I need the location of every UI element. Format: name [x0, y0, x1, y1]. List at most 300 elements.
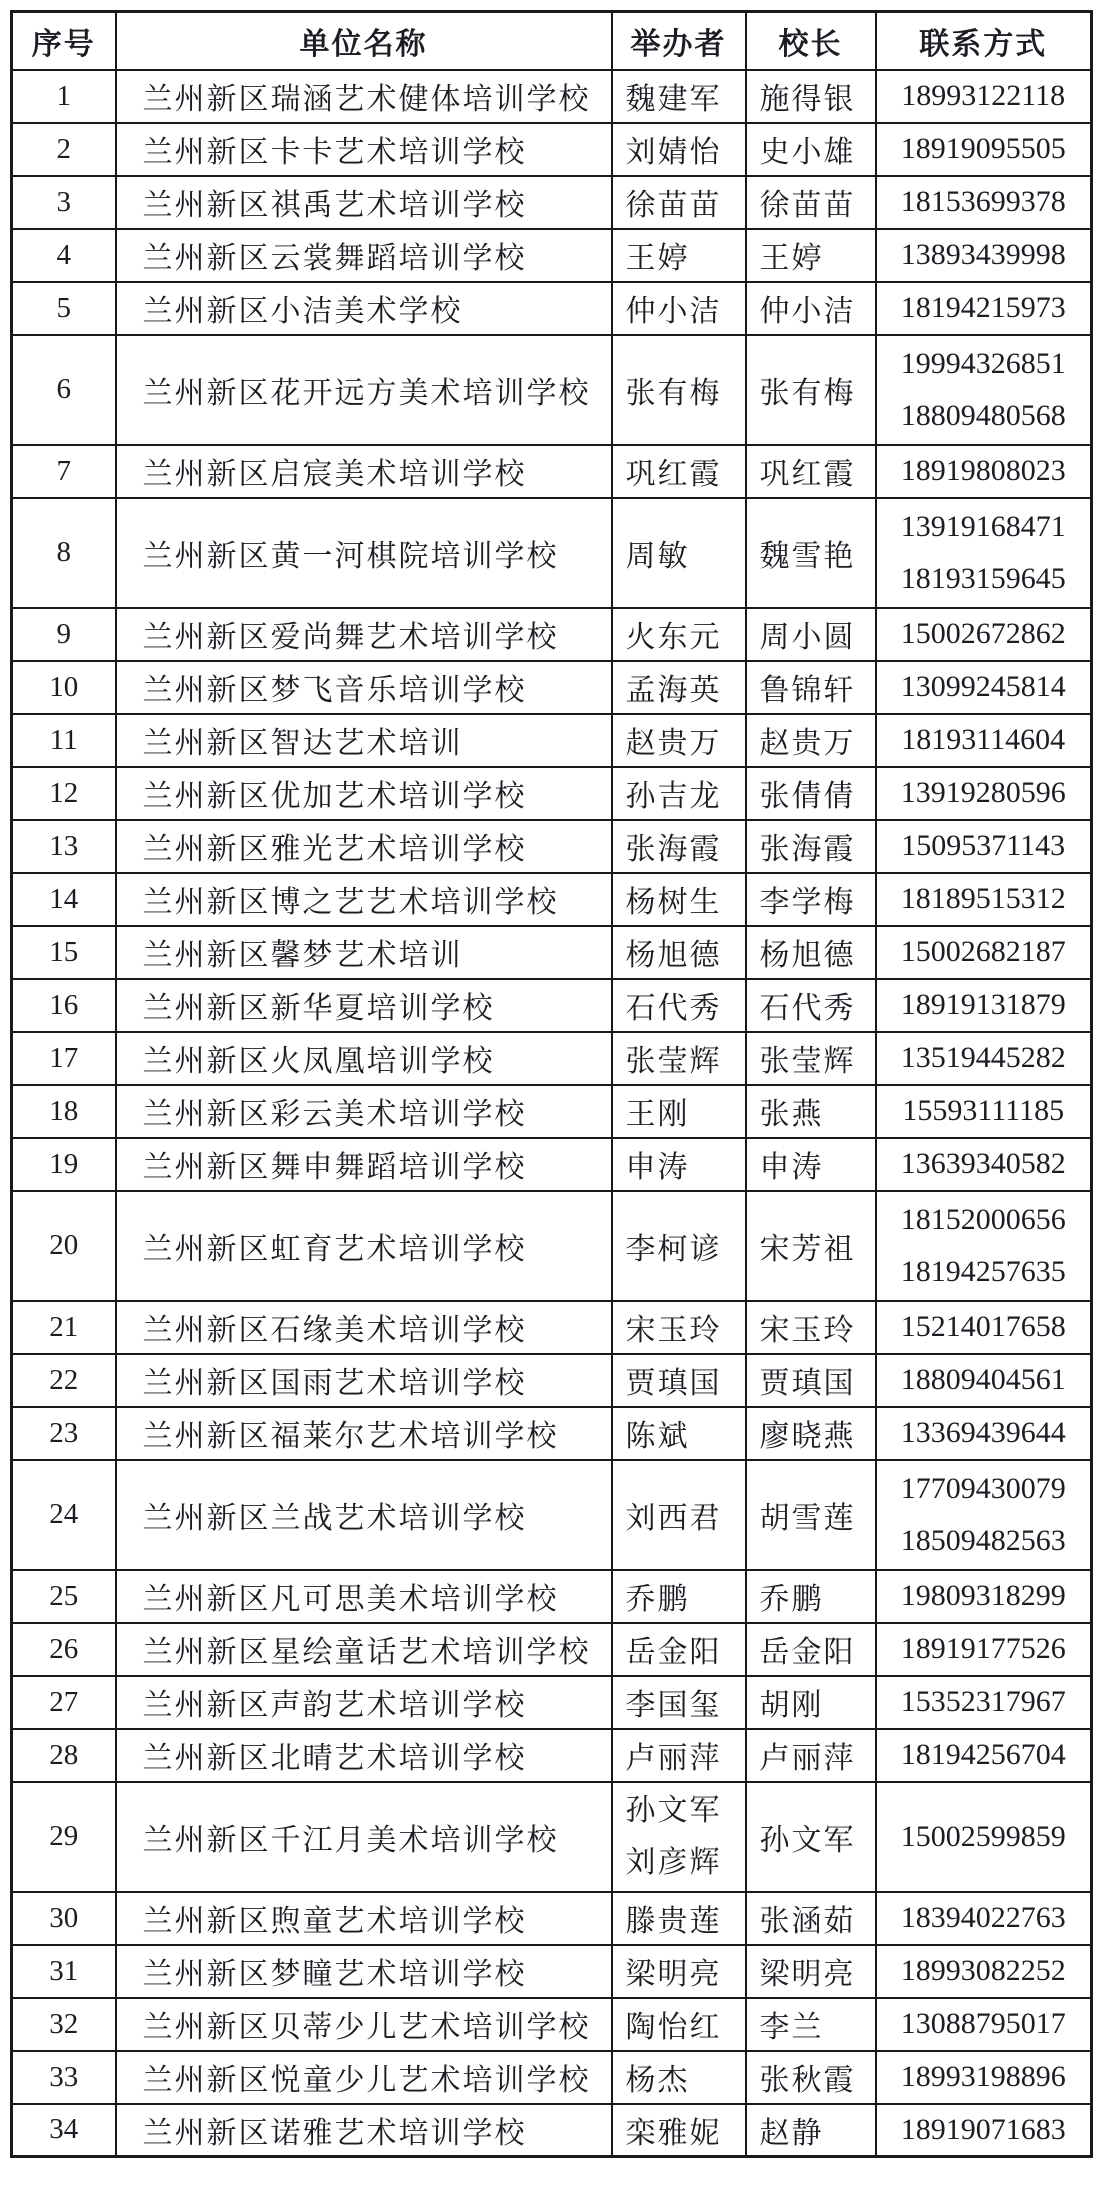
table-row	[12, 1085, 1092, 1138]
principal-cell	[746, 1138, 876, 1191]
organizer-cell	[612, 1729, 746, 1782]
school-name-cell	[116, 1460, 612, 1570]
school-name-cell-text: 兰州新区爱尚舞艺术培训学校	[142, 621, 559, 654]
row-number-cell-text: 26	[49, 1632, 79, 1665]
principal-cell-text: 徐苗苗	[759, 189, 856, 222]
table-row	[12, 1570, 1092, 1623]
phone-cell	[876, 873, 1092, 926]
phone-cell	[876, 926, 1092, 979]
school-name-cell	[116, 767, 612, 820]
row-number-cell-text: 31	[49, 1954, 79, 1987]
phone-cell	[876, 1085, 1092, 1138]
school-name-cell-text: 兰州新区兰战艺术培训学校	[142, 1501, 527, 1535]
organizer-cell	[612, 1945, 746, 1998]
row-number-cell	[12, 1354, 116, 1407]
organizer-cell-text: 李柯谚	[625, 1232, 722, 1266]
principal-cell-text: 王婷	[759, 242, 824, 275]
row-number-cell	[12, 661, 116, 714]
school-name-cell	[116, 1354, 612, 1407]
principal-cell	[746, 70, 876, 123]
phone-cell-text: 15002672862	[900, 617, 1066, 650]
table-row	[12, 1998, 1092, 2051]
table-row	[12, 1782, 1092, 1892]
row-number-cell-text: 11	[49, 723, 78, 756]
table-row	[12, 1892, 1092, 1945]
phone-cell-text: 15002599859	[900, 1819, 1066, 1853]
principal-cell-text: 杨旭德	[759, 939, 856, 972]
school-name-cell-text: 兰州新区千江月美术培训学校	[142, 1823, 559, 1857]
principal-cell-text: 申涛	[759, 1151, 824, 1184]
phone-cell	[876, 282, 1092, 335]
phone-cell-text: 13919168471	[900, 509, 1066, 543]
school-name-cell-text: 兰州新区梦飞音乐培训学校	[142, 674, 527, 707]
organizer-cell	[612, 335, 746, 445]
principal-cell	[746, 498, 876, 608]
row-number-cell-text: 21	[49, 1310, 79, 1343]
principal-cell	[746, 1460, 876, 1570]
principal-cell	[746, 2051, 876, 2104]
principal-cell-text: 胡雪莲	[759, 1501, 856, 1535]
header-contact: 联系方式	[876, 12, 1092, 70]
row-number-cell	[12, 1892, 116, 1945]
table-row	[12, 1945, 1092, 1998]
table-row	[12, 498, 1092, 608]
phone-cell-text: 15214017658	[900, 1310, 1066, 1343]
school-name-cell-text: 兰州新区贝蒂少儿艺术培训学校	[142, 2011, 591, 2044]
phone-cell-text: 18919177526	[900, 1632, 1066, 1665]
school-name-cell	[116, 1729, 612, 1782]
organizer-cell-text: 石代秀	[625, 992, 722, 1025]
principal-cell	[746, 123, 876, 176]
principal-cell-text: 宋玉玲	[759, 1314, 856, 1347]
school-name-cell-text: 兰州新区梦瞳艺术培训学校	[142, 1958, 527, 1991]
school-name-cell-text: 兰州新区馨梦艺术培训	[142, 939, 463, 972]
principal-cell-text: 岳金阳	[759, 1636, 856, 1669]
row-number-cell	[12, 282, 116, 335]
organizer-cell-text: 王刚	[625, 1098, 690, 1131]
row-number-cell-text: 6	[56, 373, 71, 405]
school-name-cell-text: 兰州新区声韵艺术培训学校	[142, 1689, 527, 1722]
organizer-cell	[612, 767, 746, 820]
row-number-cell	[12, 767, 116, 820]
school-name-cell	[116, 335, 612, 445]
phone-cell	[876, 1729, 1092, 1782]
organizer-cell-text: 徐苗苗	[625, 189, 722, 222]
organizer-cell	[612, 608, 746, 661]
school-name-cell-text: 兰州新区瑞涵艺术健体培训学校	[142, 83, 591, 116]
phone-cell-text: 18809480568	[900, 398, 1066, 432]
row-number-cell	[12, 2104, 116, 2157]
table-row	[12, 1407, 1092, 1460]
organizer-cell	[612, 1892, 746, 1945]
principal-cell-text: 卢丽萍	[759, 1742, 856, 1775]
table-row	[12, 2051, 1092, 2104]
row-number-cell-text: 15	[49, 935, 79, 968]
principal-cell	[746, 176, 876, 229]
row-number-cell-text: 22	[49, 1363, 79, 1396]
table-row	[12, 445, 1092, 498]
principal-cell-text: 魏雪艳	[759, 539, 856, 573]
principal-cell-text: 鲁锦轩	[759, 674, 856, 707]
phone-cell	[876, 714, 1092, 767]
table-row	[12, 820, 1092, 873]
phone-cell-text: 18394022763	[900, 1901, 1066, 1934]
school-name-cell	[116, 1085, 612, 1138]
school-name-cell	[116, 820, 612, 873]
table-row	[12, 282, 1092, 335]
phone-cell-text: 18153699378	[900, 185, 1066, 218]
phone-cell-text: 15002682187	[900, 935, 1066, 968]
row-number-cell	[12, 979, 116, 1032]
row-number-cell	[12, 335, 116, 445]
principal-cell	[746, 714, 876, 767]
row-number-cell-text: 32	[49, 2007, 79, 2040]
row-number-cell-text: 30	[49, 1901, 79, 1934]
phone-cell-text: 18993082252	[900, 1954, 1066, 1987]
organizer-cell	[612, 229, 746, 282]
organizer-cell	[612, 873, 746, 926]
table-row	[12, 979, 1092, 1032]
row-number-cell-text: 23	[49, 1416, 79, 1449]
principal-cell	[746, 445, 876, 498]
table-row	[12, 714, 1092, 767]
organizer-cell	[612, 1354, 746, 1407]
school-name-cell	[116, 714, 612, 767]
organizer-cell	[612, 1676, 746, 1729]
row-number-cell-text: 18	[49, 1094, 79, 1127]
row-number-cell-text: 2	[56, 132, 71, 165]
organizer-cell	[612, 1782, 746, 1892]
school-name-cell	[116, 1032, 612, 1085]
principal-cell	[746, 1032, 876, 1085]
phone-cell	[876, 608, 1092, 661]
row-number-cell-text: 24	[49, 1498, 79, 1530]
principal-cell-text: 胡刚	[759, 1689, 824, 1722]
principal-cell-text: 廖晓燕	[759, 1420, 856, 1453]
principal-cell	[746, 1570, 876, 1623]
school-name-cell	[116, 1623, 612, 1676]
organizer-cell	[612, 714, 746, 767]
principal-cell	[746, 2104, 876, 2157]
header-principal: 校长	[746, 12, 876, 70]
phone-cell-text: 18509482563	[900, 1523, 1066, 1557]
phone-cell	[876, 1032, 1092, 1085]
school-name-cell-text: 兰州新区星绘童话艺术培训学校	[142, 1636, 591, 1669]
phone-cell	[876, 498, 1092, 608]
phone-cell	[876, 979, 1092, 1032]
row-number-cell-text: 20	[49, 1229, 79, 1261]
school-name-cell-text: 兰州新区福莱尔艺术培训学校	[142, 1420, 559, 1453]
organizer-cell	[612, 1570, 746, 1623]
organizer-cell	[612, 2104, 746, 2157]
school-name-cell-text: 兰州新区智达艺术培训	[142, 727, 463, 760]
table-row	[12, 767, 1092, 820]
phone-cell	[876, 176, 1092, 229]
principal-cell-text: 仲小洁	[759, 295, 856, 328]
principal-cell-text: 施得银	[759, 83, 856, 116]
row-number-cell-text: 25	[49, 1579, 79, 1612]
organizer-cell-text: 申涛	[625, 1151, 690, 1184]
row-number-cell	[12, 1676, 116, 1729]
principal-cell	[746, 1945, 876, 1998]
school-name-cell	[116, 229, 612, 282]
phone-cell	[876, 1460, 1092, 1570]
table-row	[12, 1354, 1092, 1407]
phone-cell-text: 18193159645	[900, 561, 1066, 595]
principal-cell	[746, 1085, 876, 1138]
principal-cell-text: 贾瑱国	[759, 1367, 856, 1400]
row-number-cell-text: 27	[49, 1685, 79, 1718]
header-organizer: 举办者	[612, 12, 746, 70]
school-name-cell-text: 兰州新区火凤凰培训学校	[142, 1045, 495, 1078]
organizer-cell-text: 陈斌	[625, 1420, 690, 1453]
school-name-cell-text: 兰州新区小洁美术学校	[142, 295, 463, 328]
organizer-cell	[612, 498, 746, 608]
organizer-cell	[612, 661, 746, 714]
organizer-cell	[612, 176, 746, 229]
row-number-cell	[12, 445, 116, 498]
phone-cell	[876, 1191, 1092, 1301]
principal-cell	[746, 1892, 876, 1945]
row-number-cell-text: 3	[56, 185, 71, 218]
principal-cell	[746, 1407, 876, 1460]
organizer-cell	[612, 123, 746, 176]
organizer-cell-text: 张有梅	[625, 376, 722, 410]
row-number-cell	[12, 1085, 116, 1138]
school-name-cell	[116, 979, 612, 1032]
school-name-cell	[116, 1191, 612, 1301]
school-name-cell-text: 兰州新区雅光艺术培训学校	[142, 833, 527, 866]
principal-cell-text: 张莹辉	[759, 1045, 856, 1078]
principal-cell	[746, 335, 876, 445]
principal-cell-text: 张涵茹	[759, 1905, 856, 1938]
organizer-cell	[612, 70, 746, 123]
principal-cell-text: 赵静	[759, 2116, 824, 2150]
principal-cell	[746, 608, 876, 661]
row-number-cell	[12, 1301, 116, 1354]
organizer-cell	[612, 1191, 746, 1301]
school-name-cell-text: 兰州新区花开远方美术培训学校	[142, 376, 591, 410]
organizer-cell-text: 栾雅妮	[625, 2116, 722, 2150]
row-number-cell	[12, 176, 116, 229]
phone-cell	[876, 767, 1092, 820]
phone-cell-text: 19994326851	[900, 346, 1066, 380]
row-number-cell-text: 13	[49, 829, 79, 862]
principal-cell-text: 张燕	[759, 1098, 824, 1131]
row-number-cell-text: 28	[49, 1738, 79, 1771]
organizer-cell-text: 卢丽萍	[625, 1742, 722, 1775]
organizer-cell	[612, 1460, 746, 1570]
principal-cell	[746, 1191, 876, 1301]
phone-cell-text: 13099245814	[900, 670, 1066, 703]
school-name-cell	[116, 661, 612, 714]
phone-cell-text: 19809318299	[900, 1579, 1066, 1612]
organizer-cell-text: 刘西君	[625, 1501, 722, 1535]
row-number-cell-text: 4	[56, 238, 71, 271]
school-name-cell	[116, 176, 612, 229]
row-number-cell-text: 10	[49, 670, 79, 703]
phone-cell	[876, 2104, 1092, 2157]
principal-cell	[746, 1676, 876, 1729]
principal-cell-text: 周小圆	[759, 621, 856, 654]
organizer-cell	[612, 1407, 746, 1460]
row-number-cell	[12, 1570, 116, 1623]
organizer-cell-text: 杨杰	[625, 2064, 690, 2097]
row-number-cell	[12, 1032, 116, 1085]
principal-cell	[746, 1354, 876, 1407]
school-name-cell	[116, 70, 612, 123]
organizer-cell-text: 张海霞	[625, 833, 722, 866]
school-name-cell-text: 兰州新区优加艺术培训学校	[142, 780, 527, 813]
organizer-cell-text: 乔鹏	[625, 1583, 690, 1616]
table-row	[12, 608, 1092, 661]
phone-cell-text: 15095371143	[901, 829, 1066, 862]
phone-cell	[876, 445, 1092, 498]
table-row	[12, 1729, 1092, 1782]
organizer-cell-text: 宋玉玲	[625, 1314, 722, 1347]
principal-cell-text: 梁明亮	[759, 1958, 856, 1991]
organizer-cell	[612, 1623, 746, 1676]
school-name-cell	[116, 1570, 612, 1623]
school-name-cell-text: 兰州新区虹育艺术培训学校	[142, 1232, 527, 1266]
phone-cell-text: 15593111185	[902, 1094, 1065, 1127]
organizer-cell-text: 张莹辉	[625, 1045, 722, 1078]
phone-cell	[876, 2051, 1092, 2104]
principal-cell-text: 李学梅	[759, 886, 856, 919]
principal-cell	[746, 767, 876, 820]
school-name-cell-text: 兰州新区博之艺艺术培训学校	[142, 886, 559, 919]
phone-cell-text: 18993122118	[901, 79, 1066, 112]
phone-cell-text: 18919071683	[900, 2112, 1066, 2146]
row-number-cell-text: 29	[49, 1820, 79, 1852]
school-name-cell-text: 兰州新区云裳舞蹈培训学校	[142, 242, 527, 275]
row-number-cell-text: 14	[49, 882, 79, 915]
organizer-cell-text: 滕贵莲	[625, 1905, 722, 1938]
phone-cell-text: 13893439998	[900, 238, 1066, 271]
phone-cell-text: 18189515312	[900, 882, 1066, 915]
organizer-cell	[612, 979, 746, 1032]
principal-cell	[746, 1782, 876, 1892]
principal-cell	[746, 820, 876, 873]
organizer-cell-text: 魏建军	[625, 83, 722, 116]
school-name-cell	[116, 608, 612, 661]
row-number-cell	[12, 2051, 116, 2104]
organizer-cell-text: 火东元	[625, 621, 722, 654]
school-name-cell-text: 兰州新区祺禹艺术培训学校	[142, 189, 527, 222]
principal-cell-text: 宋芳祖	[759, 1232, 856, 1266]
table-row	[12, 1138, 1092, 1191]
school-name-cell-text: 兰州新区北晴艺术培训学校	[142, 1742, 527, 1775]
row-number-cell	[12, 1782, 116, 1892]
principal-cell	[746, 1729, 876, 1782]
row-number-cell-text: 1	[56, 79, 71, 112]
principal-cell-text: 张海霞	[759, 833, 856, 866]
row-number-cell	[12, 1191, 116, 1301]
row-number-cell-text: 12	[49, 776, 79, 809]
organizer-cell-text: 杨树生	[625, 886, 722, 919]
organizer-cell	[612, 445, 746, 498]
row-number-cell-text: 9	[56, 617, 71, 650]
school-name-cell-text: 兰州新区黄一河棋院培训学校	[142, 539, 559, 573]
phone-cell	[876, 661, 1092, 714]
school-name-cell	[116, 1998, 612, 2051]
table-row	[12, 1032, 1092, 1085]
row-number-cell	[12, 1407, 116, 1460]
school-name-cell	[116, 1301, 612, 1354]
organizer-cell-text: 巩红霞	[625, 458, 722, 491]
phone-cell-text: 17709430079	[900, 1471, 1066, 1505]
table-row	[12, 123, 1092, 176]
phone-cell	[876, 1301, 1092, 1354]
phone-cell-text: 13919280596	[900, 776, 1066, 809]
phone-cell	[876, 123, 1092, 176]
school-name-cell	[116, 1782, 612, 1892]
organizer-cell-text: 李国玺	[625, 1689, 722, 1722]
organizer-cell-text: 陶怡红	[625, 2011, 722, 2044]
phone-cell	[876, 70, 1092, 123]
phone-cell-text: 18152000656	[900, 1202, 1066, 1236]
principal-cell	[746, 1301, 876, 1354]
principal-cell-text: 张倩倩	[759, 780, 856, 813]
training-schools-table	[10, 10, 1093, 2158]
principal-cell-text: 孙文军	[759, 1823, 856, 1857]
phone-cell-text: 18809404561	[900, 1363, 1066, 1396]
row-number-cell-text: 33	[49, 2060, 79, 2093]
phone-cell-text: 18194256704	[900, 1738, 1066, 1771]
phone-cell	[876, 229, 1092, 282]
phone-cell	[876, 1782, 1092, 1892]
table-row	[12, 926, 1092, 979]
table-row	[12, 1676, 1092, 1729]
row-number-cell	[12, 1945, 116, 1998]
phone-cell	[876, 1354, 1092, 1407]
school-name-cell-text: 兰州新区新华夏培训学校	[142, 992, 495, 1025]
organizer-cell-text: 周敏	[625, 539, 690, 573]
organizer-cell-text: 杨旭德	[625, 939, 722, 972]
school-name-cell	[116, 2051, 612, 2104]
school-name-cell	[116, 282, 612, 335]
row-number-cell	[12, 1138, 116, 1191]
row-number-cell	[12, 873, 116, 926]
row-number-cell	[12, 714, 116, 767]
school-name-cell-text: 兰州新区启宸美术培训学校	[142, 458, 527, 491]
principal-cell-text: 巩红霞	[759, 458, 856, 491]
phone-cell-text: 18194257635	[900, 1254, 1066, 1288]
phone-cell	[876, 1407, 1092, 1460]
organizer-cell-text: 孙文军	[625, 1793, 722, 1827]
school-name-cell	[116, 926, 612, 979]
school-name-cell	[116, 1676, 612, 1729]
organizer-cell	[612, 1998, 746, 2051]
organizer-cell-text: 刘婧怡	[625, 136, 722, 169]
principal-cell	[746, 1623, 876, 1676]
table-row	[12, 1301, 1092, 1354]
phone-cell-text: 18919808023	[900, 454, 1066, 487]
header-row	[12, 12, 1092, 70]
table-row	[12, 229, 1092, 282]
principal-cell	[746, 282, 876, 335]
school-name-cell-text: 兰州新区凡可思美术培训学校	[142, 1583, 559, 1616]
school-name-cell-text: 兰州新区石缘美术培训学校	[142, 1314, 527, 1347]
school-name-cell-text: 兰州新区彩云美术培训学校	[142, 1098, 527, 1131]
organizer-cell	[612, 1085, 746, 1138]
row-number-cell-text: 17	[49, 1041, 79, 1074]
principal-cell-text: 石代秀	[759, 992, 856, 1025]
row-number-cell	[12, 70, 116, 123]
principal-cell	[746, 661, 876, 714]
table-row	[12, 176, 1092, 229]
principal-cell	[746, 229, 876, 282]
